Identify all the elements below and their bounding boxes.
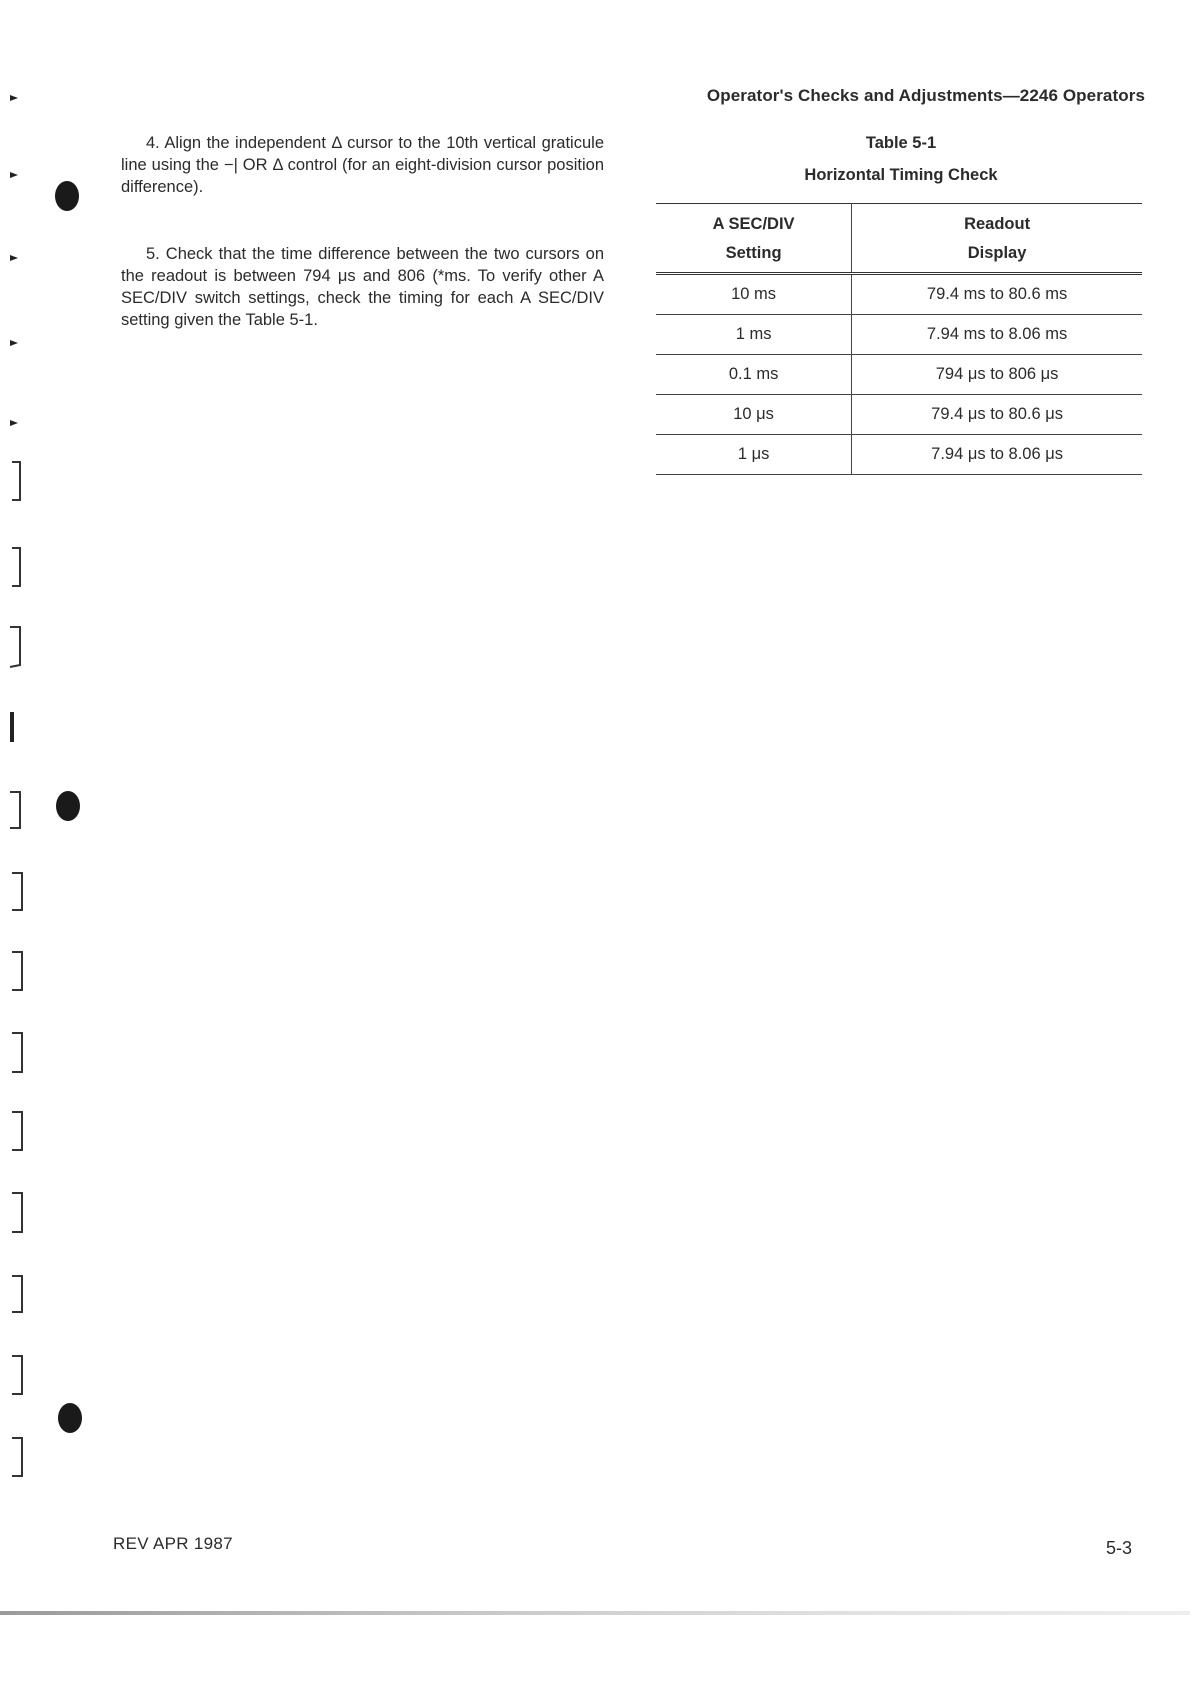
readout-cell: 7.94 ms to 8.06 ms <box>852 315 1142 355</box>
table-row <box>656 315 1142 355</box>
setting-cell: 10 ms <box>656 274 852 315</box>
setting-cell: 1 μs <box>656 435 852 475</box>
page-header: Operator's Checks and Adjustments—2246 Operators <box>706 86 1145 105</box>
column-header-setting-line2: Setting <box>725 244 782 262</box>
readout-cell: 79.4 ms to 80.6 ms <box>852 274 1142 315</box>
punch-hole-bottom <box>58 1403 82 1433</box>
column-header-setting <box>656 204 852 274</box>
scan-edge-line <box>0 1611 1190 1615</box>
readout-cell: 7.94 μs to 8.06 μs <box>852 435 1142 475</box>
step-4-text: 4. Align the independent Δ cursor to the 10th vertical graticule line using the −| OR Δ control (for an eight-division cursor position difference). <box>121 134 604 196</box>
readout-cell: 794 μs to 806 μs <box>852 355 1142 395</box>
setting-cell: 1 ms <box>656 315 852 355</box>
page-number: 5-3 <box>1106 1538 1133 1558</box>
revision-date: REV APR 1987 <box>113 1534 233 1553</box>
table-number: Table 5-1 <box>865 134 937 152</box>
setting-cell: 0.1 ms <box>656 355 852 395</box>
column-header-setting-line1: A SEC/DIV <box>712 215 795 233</box>
binder-edge-marks <box>0 0 110 1684</box>
punch-hole-middle <box>56 791 80 821</box>
punch-hole-top <box>55 181 79 211</box>
column-header-readout <box>852 204 1142 274</box>
step-5-text: 5. Check that the time difference between the two cursors on the readout is between 794 μs and 806 (*ms. To verify other A SEC/DIV switch settings, check the timing for each A SEC/DIV setting given the Table 5-1. <box>121 245 604 329</box>
readout-cell: 79.4 μs to 80.6 μs <box>852 395 1142 435</box>
table-row <box>656 435 1142 475</box>
table-title: Horizontal Timing Check <box>804 166 998 184</box>
column-header-readout-line2: Display <box>967 244 1027 262</box>
table-header-row <box>656 204 1142 274</box>
horizontal-timing-table <box>656 203 1142 475</box>
table-row <box>656 355 1142 395</box>
setting-cell: 10 μs <box>656 395 852 435</box>
table-row <box>656 274 1142 315</box>
table-row <box>656 395 1142 435</box>
column-header-readout-line1: Readout <box>964 215 1031 233</box>
